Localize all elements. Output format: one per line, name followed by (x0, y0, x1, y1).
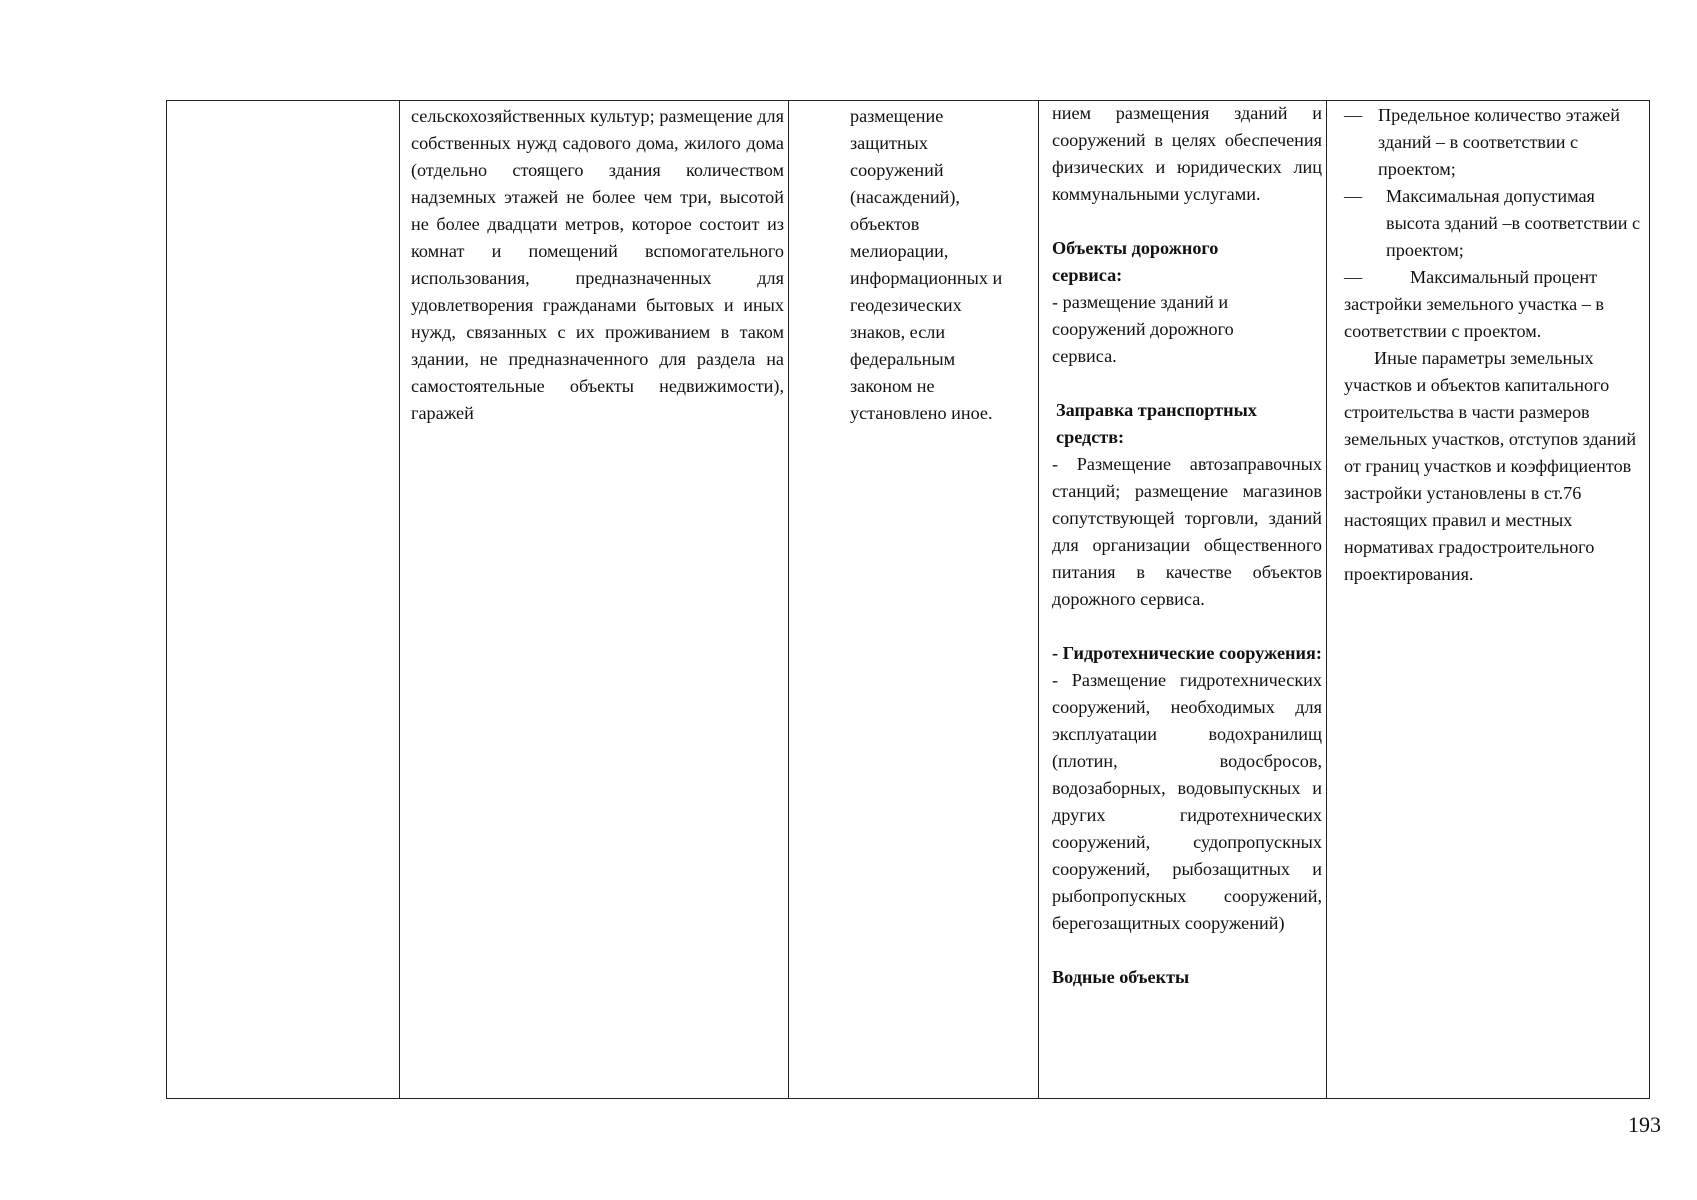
auxiliary-use-line: знаков, если (850, 322, 946, 342)
auxiliary-use-line: объектов (850, 214, 920, 234)
parameter-height-text: Максимальная допустимая высота зданий –в соответствии с проектом; (1386, 186, 1641, 260)
fuel-station-text: - Размещение автозаправочных станций; размещение магазинов сопутствующей торговли, зданий для организации общественного питания в качестве объектов дорожного сервиса. (1052, 454, 1322, 609)
permitted-use-text: сельскохозяйственных культур; размещение для собственных нужд садового дома, жилого дома (отдельно стоящего здания количеством надземных этажей не более чем три, высотой не более двадцати метров, которое состоит из комнат и помещений вспомогательного использования, предназначенных для удовлетворения гражданами бытовых и иных нужд, связанных с их проживанием в таком здании, не предназначенного для раздела на самостоятельные объекты недвижимости), гаражей (411, 106, 784, 423)
auxiliary-use-line: установлено иное. (850, 403, 993, 423)
fuel-station-title: Заправка транспортных средств: (1056, 400, 1257, 447)
hydro-structures-text: - Размещение гидротехнических сооружений, необходимых для эксплуатации водохранилищ (плотин, водосбросов, водозаборных, водовыпускных и других гидротехнических сооружений, судопропускных сооружений, рыбозащитных и рыбопропускных сооружений, берегозащитных сооружений) (1052, 670, 1322, 933)
auxiliary-use-line: геодезических (850, 295, 962, 315)
parameters-cell (1344, 102, 1641, 588)
auxiliary-use-line: информационных и (850, 268, 1003, 288)
other-parameters-text (1344, 345, 1641, 588)
parameter-coverage-text: застройки земельного участка – в соответствии с проектом. (1344, 294, 1604, 341)
column-divider (788, 101, 789, 1098)
parameter-coverage-first-line (1344, 264, 1641, 291)
auxiliary-use-line: защитных (850, 133, 928, 153)
parameter-floors (1344, 102, 1641, 183)
column-divider (1038, 101, 1039, 1098)
column-divider (1326, 101, 1327, 1098)
parameter-coverage-first-text: Максимальный процент (1410, 267, 1598, 287)
column-divider (399, 101, 400, 1098)
hydro-structures-title: - Гидротехнические сооружения: (1052, 643, 1322, 663)
parameter-height (1344, 183, 1641, 264)
regulations-table (166, 100, 1650, 1099)
road-service-text: - размещение зданий и сооружений дорожного сервиса. (1052, 292, 1234, 366)
dash-bullet: — (1344, 186, 1363, 206)
other-parameters-span: Иные параметры земельных участков и объектов капитального строительства в части размеров земельных участков, отступов зданий от границ участков и коэффициентов застройки установлены в ст.76 настоящих правил и местных нормативах градостроительного проектирования. (1344, 348, 1637, 584)
water-objects-title: Водные объекты (1052, 967, 1190, 987)
road-service-title: Объекты дорожного сервиса: (1052, 238, 1219, 285)
auxiliary-use-line: федеральным (850, 349, 956, 369)
auxiliary-use-line: (насаждений), (850, 187, 960, 207)
parameter-floors-text: Предельное количество этажей зданий – в соответствии с проектом; (1378, 105, 1620, 179)
auxiliary-use-line: сооружений (850, 160, 944, 180)
conditional-use-cell (1052, 100, 1322, 991)
permitted-use-description (411, 103, 784, 427)
auxiliary-use-line: мелиорации, (850, 241, 949, 261)
utilities-intro-text: нием размещения зданий и сооружений в целях обеспечения физических и юридических лиц коммунальными услугами. (1052, 103, 1322, 204)
auxiliary-use-cell (850, 103, 1030, 427)
auxiliary-use-line: законом не (850, 376, 935, 396)
dash-bullet: — (1344, 267, 1363, 287)
auxiliary-use-line: размещение (850, 106, 944, 126)
parameter-coverage (1344, 264, 1641, 345)
page-number: 193 (1628, 1112, 1661, 1137)
dash-bullet: — (1344, 105, 1363, 125)
